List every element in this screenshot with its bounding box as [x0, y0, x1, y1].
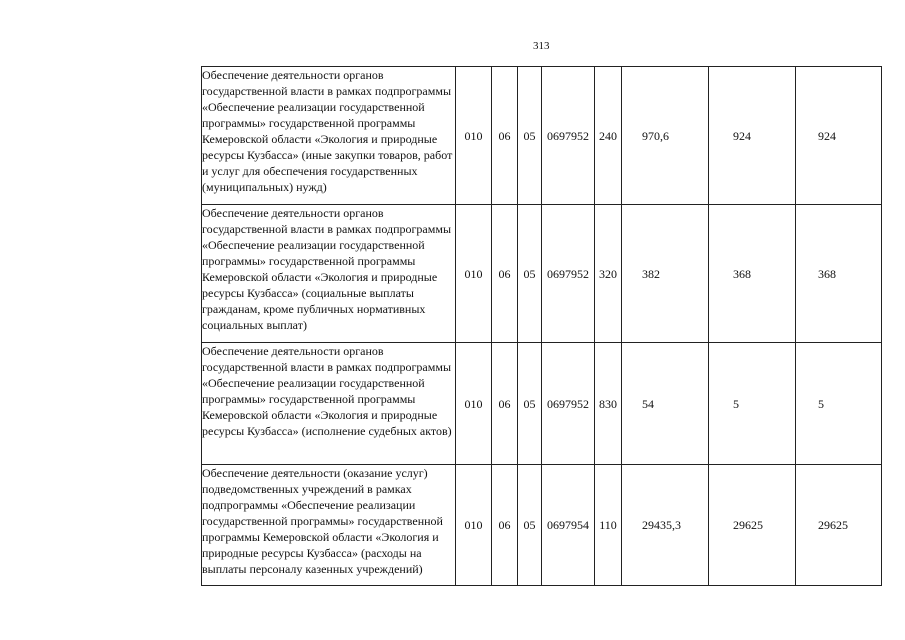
ministry-code: 010: [456, 205, 492, 343]
ministry-code: 010: [456, 343, 492, 465]
row-description: Обеспечение деятельности (оказание услуг) подведомственных учреждений в рамках подпрограммы «Обеспечение реализации государственной программы» государственной программы Кемеровской области «Экология и природные ресурсы Кузбасса» (расходы на выплаты персоналу казенных учреждений): [202, 465, 456, 586]
table-row: [202, 343, 882, 465]
target-article-code: 0697952: [542, 67, 595, 205]
section-code: 06: [492, 205, 518, 343]
target-article-code: 0697954: [542, 465, 595, 586]
amount-2: 29625: [709, 465, 796, 586]
amount-2: 5: [709, 343, 796, 465]
subsection-code: 05: [518, 343, 542, 465]
amount-2: 368: [709, 205, 796, 343]
expense-type-code: 830: [595, 343, 622, 465]
ministry-code: 010: [456, 465, 492, 586]
amount-3: 368: [796, 205, 882, 343]
row-description: Обеспечение деятельности органов государственной власти в рамках подпрограммы «Обеспечение реализации государственной программы» государственной программы Кемеровской области «Экология и природные ресурсы Кузбасса» (иные закупки товаров, работ и услуг для обеспечения государственных (муниципальных) нужд): [202, 67, 456, 205]
section-code: 06: [492, 343, 518, 465]
target-article-code: 0697952: [542, 205, 595, 343]
subsection-code: 05: [518, 205, 542, 343]
ministry-code: 010: [456, 67, 492, 205]
expense-type-code: 110: [595, 465, 622, 586]
amount-1: 382: [622, 205, 709, 343]
expense-type-code: 320: [595, 205, 622, 343]
row-description: Обеспечение деятельности органов государственной власти в рамках подпрограммы «Обеспечение реализации государственной программы» государственной программы Кемеровской области «Экология и природные ресурсы Кузбасса» (исполнение судебных актов): [202, 343, 456, 465]
amount-2: 924: [709, 67, 796, 205]
amount-3: 29625: [796, 465, 882, 586]
section-code: 06: [492, 465, 518, 586]
table-row: [202, 67, 882, 205]
budget-table: [201, 66, 882, 586]
table-row: [202, 205, 882, 343]
expense-type-code: 240: [595, 67, 622, 205]
amount-1: 29435,3: [622, 465, 709, 586]
target-article-code: 0697952: [542, 343, 595, 465]
page-number: 313: [533, 40, 550, 52]
row-description: Обеспечение деятельности органов государственной власти в рамках подпрограммы «Обеспечение реализации государственной программы» государственной программы Кемеровской области «Экология и природные ресурсы Кузбасса» (социальные выплаты гражданам, кроме публичных нормативных социальных выплат): [202, 205, 456, 343]
subsection-code: 05: [518, 465, 542, 586]
table-row: [202, 465, 882, 586]
amount-1: 54: [622, 343, 709, 465]
amount-3: 924: [796, 67, 882, 205]
amount-1: 970,6: [622, 67, 709, 205]
subsection-code: 05: [518, 67, 542, 205]
amount-3: 5: [796, 343, 882, 465]
section-code: 06: [492, 67, 518, 205]
